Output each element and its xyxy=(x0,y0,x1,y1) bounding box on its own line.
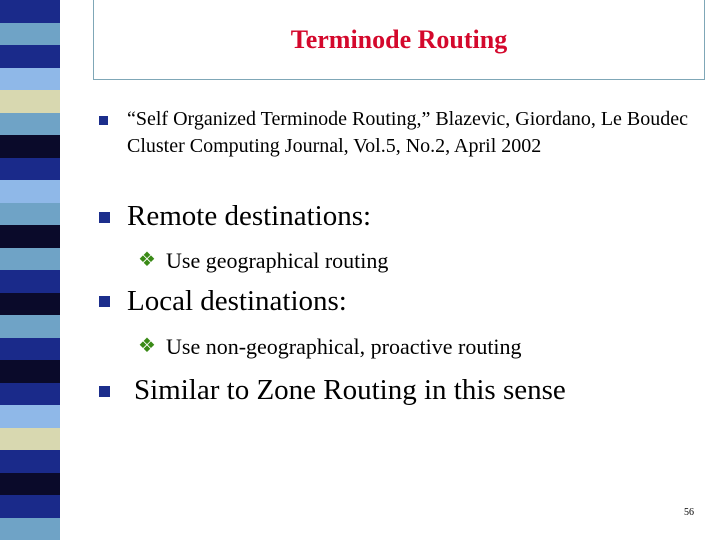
square-bullet-icon xyxy=(99,296,110,307)
slide-title: Terminode Routing xyxy=(290,25,508,54)
remote-destinations-heading: Remote destinations: xyxy=(127,200,372,232)
local-destinations-heading: Local destinations: xyxy=(127,285,347,317)
stripe-segment xyxy=(0,45,60,68)
stripe-segment xyxy=(0,68,60,91)
stripe-segment xyxy=(0,428,60,451)
stripe-segment xyxy=(0,338,60,361)
stripe-segment xyxy=(0,158,60,181)
stripe-segment xyxy=(0,90,60,113)
stripe-segment xyxy=(0,135,60,158)
stripe-segment xyxy=(0,315,60,338)
page-number: 56 xyxy=(684,507,694,518)
stripe-segment xyxy=(0,23,60,46)
stripe-segment xyxy=(0,293,60,316)
stripe-segment xyxy=(0,360,60,383)
local-destinations-detail: Use non-geographical, proactive routing xyxy=(166,334,522,359)
zone-routing-comparison: Similar to Zone Routing in this sense xyxy=(134,374,566,406)
decorative-stripe-bar xyxy=(0,0,60,540)
diamond-bullet-icon: ❖ xyxy=(138,335,156,357)
stripe-segment xyxy=(0,225,60,248)
stripe-segment xyxy=(0,180,60,203)
remote-destinations-detail: Use geographical routing xyxy=(166,248,389,273)
stripe-segment xyxy=(0,518,60,540)
stripe-segment xyxy=(0,450,60,473)
stripe-segment xyxy=(0,495,60,518)
stripe-segment xyxy=(0,113,60,136)
stripe-segment xyxy=(0,248,60,271)
diamond-bullet-icon: ❖ xyxy=(138,249,156,271)
title-box xyxy=(93,0,705,80)
stripe-segment xyxy=(0,473,60,496)
square-bullet-icon xyxy=(99,212,110,223)
stripe-segment xyxy=(0,383,60,406)
stripe-segment xyxy=(0,0,60,23)
stripe-segment xyxy=(0,270,60,293)
stripe-segment xyxy=(0,405,60,428)
reference-citation: “Self Organized Terminode Routing,” Blazevic, Giordano, Le Boudec Cluster Computing Journal, Vol.5, No.2, April 2002 xyxy=(127,108,689,157)
stripe-segment xyxy=(0,203,60,226)
square-bullet-icon xyxy=(99,386,110,397)
square-bullet-icon xyxy=(99,116,108,125)
